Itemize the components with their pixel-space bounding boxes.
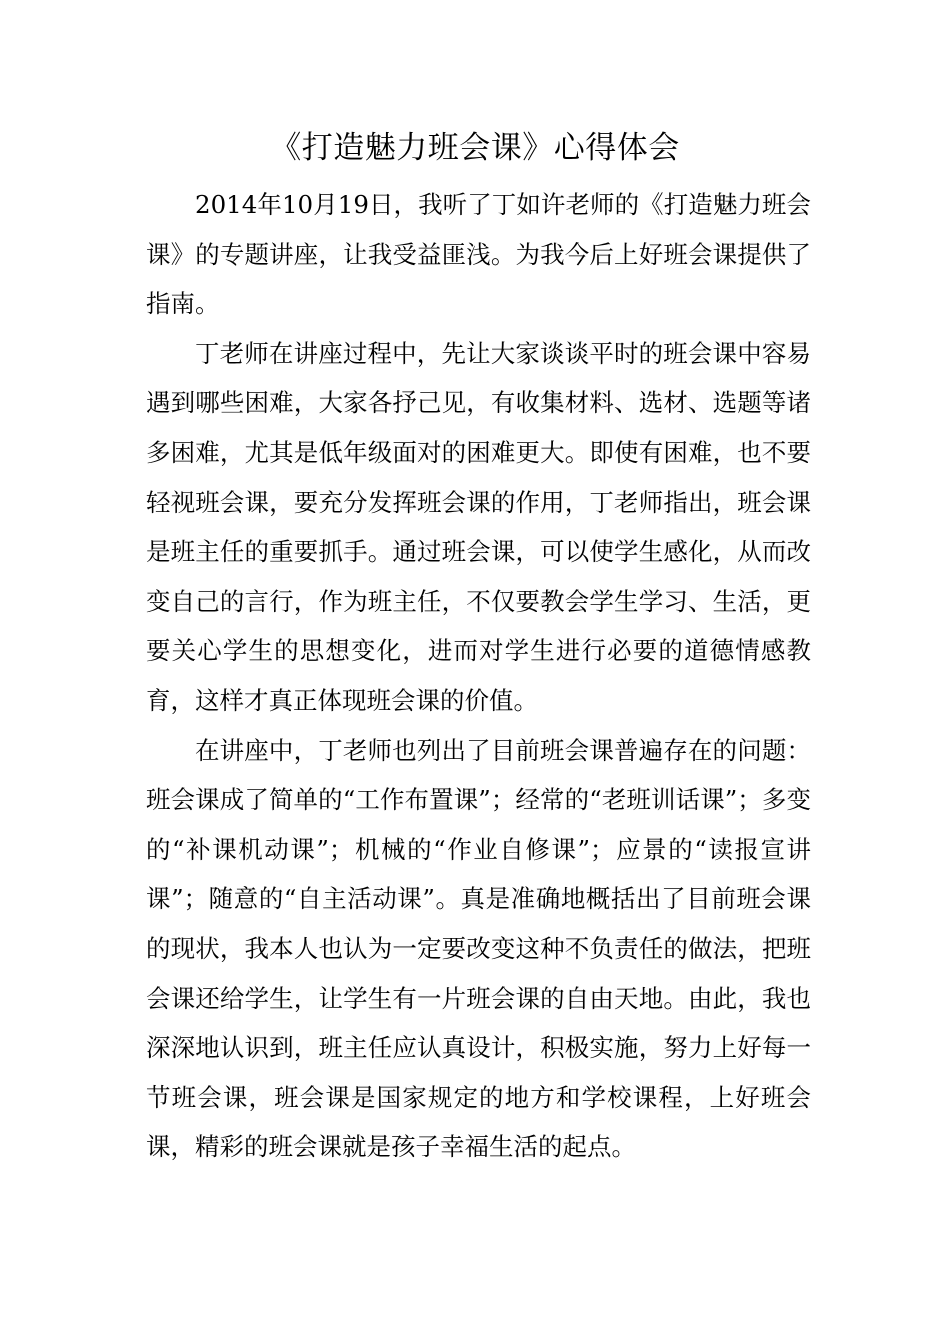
paragraph-1: 2014年10月19日，我听了丁如许老师的《打造魅力班会课》的专题讲座，让我受益匪浅。为我今后上好班会课提供了指南。 bbox=[146, 190, 811, 319]
paragraph-2: 丁老师在讲座过程中，先让大家谈谈平时的班会课中容易遇到哪些困难，大家各抒己见，有收集材料、选材、选题等诸多困难，尤其是低年级面对的困难更大。即使有困难，也不要轻视班会课，要充分发挥班会课的作用，丁老师指出，班会课是班主任的重要抓手。通过班会课，可以使学生感化，从而改变自己的言行，作为班主任，不仅要教会学生学习、生活，更要关心学生的思想变化，进而对学生进行必要的道德情感教育，这样才真正体现班会课的价值。 bbox=[146, 338, 811, 715]
paragraph-3: 在讲座中，丁老师也列出了目前班会课普遍存在的问题：班会课成了简单的“工作布置课”；经常的“老班训话课”；多变的“补课机动课”；机械的“作业自修课”；应景的“读报宣讲课”；随意的“自主活动课”。真是准确地概括出了目前班会课的现状，我本人也认为一定要改变这种不负责任的做法，把班会课还给学生，让学生有一片班会课的自由天地。由此，我也深深地认识到，班主任应认真设计，积极实施，努力上好每一节班会课，班会课是国家规定的地方和学校课程，上好班会课，精彩的班会课就是孩子幸福生活的起点。 bbox=[146, 735, 811, 1162]
document-title: 《打造魅力班会课》心得体会 bbox=[270, 130, 680, 166]
document-body bbox=[146, 180, 811, 1172]
